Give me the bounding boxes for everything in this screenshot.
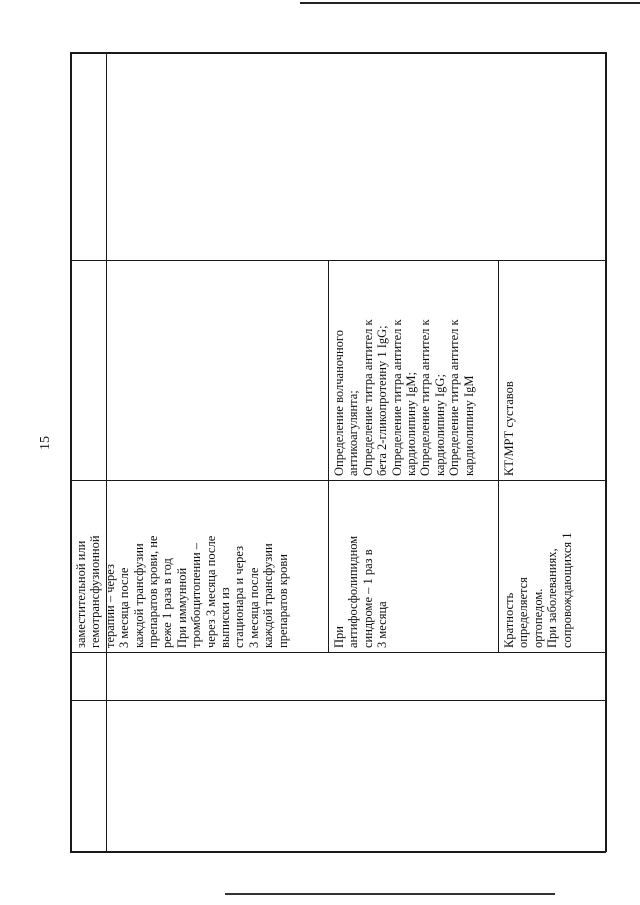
row-1-frequency: заместительной или гемотрансфузионной терапии – через 3 месяца после каждой трансфузии препаратов крови, не реже 1 раза в год При иммунной тромбоцитопении – через 3 месяца после выписки из стационара и через 3 месяца после каждой трансфузии препаратов крови xyxy=(74,535,290,648)
row-2-tests: Определение волчаночного антикоагулянта; Определение титра антител к бета 2-гликопротеину 1 IgG; Определение титра антител к кардиолипину IgM; Определение титра антител к кардиолипину IgG; Определение титра антител к кардиолипину IgM xyxy=(332,319,476,476)
page-number: 15 xyxy=(38,436,53,450)
table-border-right-edge xyxy=(70,52,606,54)
scan-edge-bottom xyxy=(225,893,555,895)
table-border-bottom-edge xyxy=(605,52,607,852)
column-divider-3 xyxy=(70,480,606,481)
column-divider-1 xyxy=(70,700,606,701)
row-3-frequency: Кратность определяется ортопедом. При заболеваниях, сопровождающихся 1 xyxy=(502,532,574,648)
row-3-tests: КТ/МРТ суставов xyxy=(502,381,516,476)
row-divider-2 xyxy=(328,260,329,652)
row-divider-1 xyxy=(106,52,107,852)
column-divider-2 xyxy=(70,652,606,653)
table-border-left-edge xyxy=(70,851,606,853)
column-divider-4 xyxy=(70,260,606,261)
table-border-top-edge xyxy=(70,52,72,852)
row-2-frequency: При антифосфолипидном синдроме – 1 раз в 3 месяца xyxy=(332,535,390,648)
scan-edge-top xyxy=(300,2,640,4)
row-divider-3 xyxy=(498,260,499,652)
